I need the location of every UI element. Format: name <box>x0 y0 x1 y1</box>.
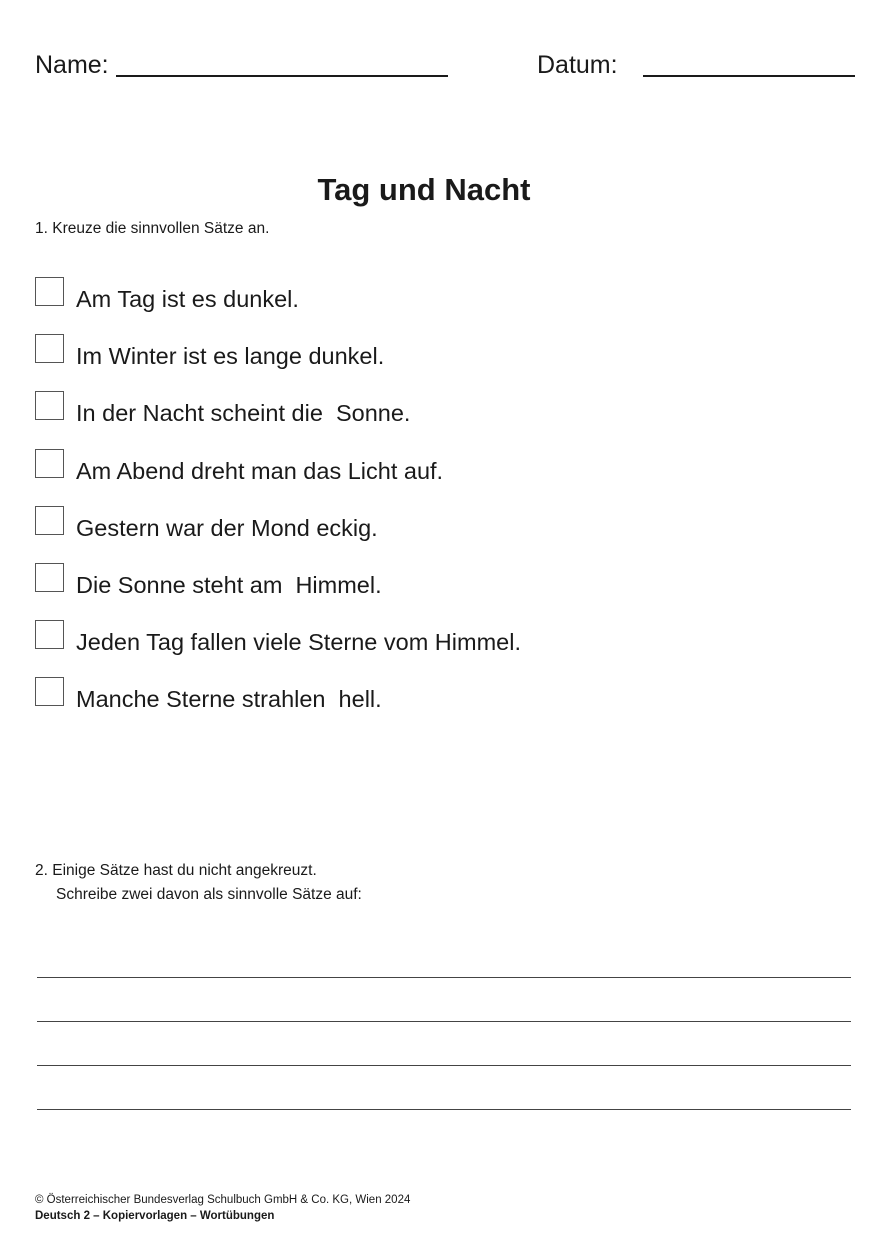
checkbox[interactable] <box>35 277 64 306</box>
sentence-text: Im Winter ist es lange dunkel. <box>76 343 385 370</box>
checklist-item <box>35 506 855 563</box>
sentence-text: Manche Sterne strahlen hell. <box>76 686 382 713</box>
task2-instruction-line2: Schreibe zwei davon als sinnvolle Sätze auf: <box>56 886 362 903</box>
checklist-item <box>35 391 855 448</box>
date-field-line[interactable] <box>643 75 855 77</box>
checklist-item <box>35 677 855 734</box>
sentence-text: Jeden Tag fallen viele Sterne vom Himmel. <box>76 629 521 656</box>
checklist-item <box>35 277 855 334</box>
checklist-item <box>35 563 855 620</box>
date-label: Datum: <box>537 51 618 79</box>
footer-series: Deutsch 2 – Kopiervorlagen – Wortübungen <box>35 1210 275 1222</box>
sentence-checklist <box>35 277 855 735</box>
checkbox[interactable] <box>35 506 64 535</box>
name-label: Name: <box>35 51 109 79</box>
page-title: Tag und Nacht <box>317 172 531 207</box>
sentence-text: Die Sonne steht am Himmel. <box>76 571 382 598</box>
footer-copyright: © Österreichischer Bundesverlag Schulbuch GmbH & Co. KG, Wien 2024 <box>35 1194 411 1206</box>
checkbox[interactable] <box>35 449 64 478</box>
name-field-line[interactable] <box>116 75 448 77</box>
checkbox[interactable] <box>35 391 64 420</box>
writing-line[interactable] <box>37 977 851 978</box>
sentence-text: Am Abend dreht man das Licht auf. <box>76 457 444 484</box>
checkbox[interactable] <box>35 620 64 649</box>
checklist-item <box>35 334 855 391</box>
task2-instruction-line1: 2. Einige Sätze hast du nicht angekreuzt. <box>35 862 317 879</box>
sentence-text: Am Tag ist es dunkel. <box>76 286 299 312</box>
checklist-item <box>35 449 855 506</box>
writing-line[interactable] <box>37 1109 851 1110</box>
sentence-text: Gestern war der Mond eckig. <box>76 514 378 541</box>
checklist-item <box>35 620 855 677</box>
checkbox[interactable] <box>35 334 64 363</box>
sentence-text: In der Nacht scheint die Sonne. <box>76 400 411 427</box>
writing-line[interactable] <box>37 1065 851 1066</box>
writing-line[interactable] <box>37 1021 851 1022</box>
checkbox[interactable] <box>35 563 64 592</box>
checkbox[interactable] <box>35 677 64 706</box>
task1-instruction: 1. Kreuze die sinnvollen Sätze an. <box>35 220 270 237</box>
